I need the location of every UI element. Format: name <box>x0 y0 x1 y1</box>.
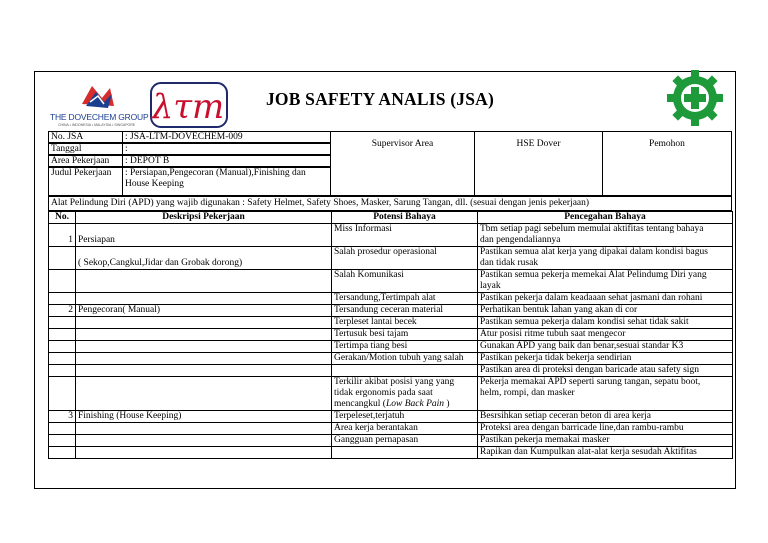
row-hazard <box>332 247 478 270</box>
cell-line: Terpleset lantai becek <box>334 317 417 327</box>
hazard-text: mencangkul ( <box>334 399 386 409</box>
cell-line <box>51 293 73 304</box>
cell-line: Pekerja memakai APD seperti sarung tangan, sepatu boot, <box>480 377 701 387</box>
cell-line <box>78 293 329 304</box>
row-prevention <box>478 317 733 329</box>
cell-line <box>51 258 73 269</box>
table-row <box>49 247 733 270</box>
hazard-italic-text: Low Back Pain <box>385 399 445 409</box>
cell-line: Atur posisi ritme tubuh saat mengecor <box>480 329 626 339</box>
cell-line <box>51 447 73 458</box>
cell-line: Pastikan area di proteksi dengan baricade atau safety sign <box>480 365 699 375</box>
cell-line: Gunakan APD yang baik dan benar,sesuai standar K3 <box>480 341 684 351</box>
cell-line: dan pengendaliannya <box>480 235 561 245</box>
ltm-logo <box>150 82 228 137</box>
cell-line: Besrsihkan setiap ceceran beton di area kerja <box>480 411 651 421</box>
row-description <box>76 247 332 270</box>
cell-line <box>78 317 329 328</box>
cell-line <box>78 399 329 410</box>
row-description <box>76 293 332 305</box>
table-row <box>49 293 733 305</box>
cell-line: Terpeleset,terjatuh <box>334 411 405 421</box>
cell-line <box>334 365 475 376</box>
cell-line <box>51 281 73 292</box>
cell-line: 3 <box>68 411 73 421</box>
jsa-table <box>48 211 733 459</box>
cell-line: Salah Komunikasi <box>334 270 404 280</box>
cell-line <box>78 447 329 458</box>
table-row <box>49 377 733 411</box>
cell-line: Proteksi area dengan barricade line,dan rambu-rambu <box>480 423 684 433</box>
cell-line: Rapikan dan Kumpulkan alat-alat kerja sesudah Aktifitas <box>480 447 697 457</box>
row-number <box>49 435 76 447</box>
row-description <box>76 447 332 459</box>
cell-line: Tertimpa tiang besi <box>334 341 408 351</box>
row-number <box>49 423 76 435</box>
row-number <box>49 329 76 341</box>
cell-line: Pastikan semua alat kerja yang dipakai dalam kondisi bagus <box>480 247 708 257</box>
cell-line: Area kerja berantakan <box>334 423 418 433</box>
ltm-logo-text: λτm <box>151 87 225 127</box>
cell-line <box>78 329 329 340</box>
row-hazard <box>332 341 478 353</box>
info-value-judul-line2: House Keeping <box>125 179 184 189</box>
cell-line <box>51 329 73 340</box>
info-value-judul <box>122 167 331 196</box>
cell-line <box>334 235 475 246</box>
table-row <box>49 341 733 353</box>
cell-line <box>51 423 73 434</box>
row-prevention <box>478 435 733 447</box>
row-hazard <box>332 329 478 341</box>
row-description <box>76 329 332 341</box>
header-no: No. <box>49 212 76 224</box>
cell-line: 1 <box>68 235 73 245</box>
cell-line <box>51 317 73 328</box>
cell-line <box>51 377 73 388</box>
row-prevention <box>478 411 733 423</box>
row-number <box>49 411 76 423</box>
table-row <box>49 353 733 365</box>
row-description <box>76 423 332 435</box>
table-header-row <box>49 212 733 224</box>
cell-line: layak <box>480 281 501 291</box>
row-hazard <box>332 435 478 447</box>
cell-line <box>51 353 73 364</box>
cell-line: Pastikan pekerja tidak bekerja sendirian <box>480 353 632 363</box>
row-number <box>49 247 76 270</box>
row-prevention <box>478 365 733 377</box>
cell-line: Persiapan <box>78 235 115 245</box>
cell-line: Pastikan semua pekerja memekai Alat Pelindumg Diri yang <box>480 270 707 280</box>
cell-line <box>334 399 475 410</box>
cell-line <box>51 365 73 376</box>
cell-line <box>51 247 73 258</box>
row-hazard <box>332 447 478 459</box>
table-row <box>49 447 733 459</box>
cell-line <box>78 365 329 376</box>
info-label-no-jsa: No. JSA <box>48 131 123 143</box>
row-prevention <box>478 377 733 411</box>
info-label-judul: Judul Pekerjaan <box>48 167 123 196</box>
dovechem-logo <box>50 82 150 132</box>
info-value-area: : DEPOT B <box>122 155 331 167</box>
row-description <box>76 224 332 247</box>
cell-line <box>334 447 475 458</box>
table-row <box>49 270 733 293</box>
header-potensi-bahaya: Potensi Bahaya <box>332 212 478 224</box>
row-prevention <box>478 341 733 353</box>
cell-line <box>51 399 73 410</box>
k3-safety-gear-icon <box>665 68 725 133</box>
row-prevention <box>478 293 733 305</box>
info-value-tanggal: : <box>122 143 331 155</box>
row-hazard <box>332 353 478 365</box>
row-number <box>49 305 76 317</box>
info-label-tanggal: Tanggal <box>48 143 123 155</box>
cell-line: Tbm setiap pagi sebelum memulai aktifitas tentang bahaya <box>480 224 704 234</box>
cell-line: Finishing (House Keeping) <box>78 411 182 421</box>
info-value-judul-line1: : Persiapan,Pengecoran (Manual),Finishing dan <box>125 168 306 178</box>
cell-line: Pastikan pekerja dalam keadaaan sehat jasmani dan rohani <box>480 293 703 303</box>
cell-line: Pastikan semua pekerja dalam kondisi sehat tidak sakit <box>480 317 689 327</box>
row-prevention <box>478 247 733 270</box>
header-pencegahan-bahaya: Pencegahan Bahaya <box>478 212 733 224</box>
row-number <box>49 317 76 329</box>
row-description <box>76 353 332 365</box>
row-number <box>49 447 76 459</box>
table-row <box>49 224 733 247</box>
cell-line <box>51 341 73 352</box>
row-hazard <box>332 423 478 435</box>
cell-line: Gerakan/Motion tubuh yang salah <box>334 353 464 363</box>
signature-supervisor-area: Supervisor Area <box>330 131 475 196</box>
table-row <box>49 329 733 341</box>
row-description <box>76 377 332 411</box>
signature-pemohon: Pemohon <box>602 131 732 196</box>
row-hazard <box>332 365 478 377</box>
cell-line: Gangguan pernapasan <box>334 435 419 445</box>
row-description <box>76 435 332 447</box>
info-label-area: Area Pekerjaan <box>48 155 123 167</box>
row-prevention <box>478 447 733 459</box>
document-title: JOB SAFETY ANALIS (JSA) <box>265 89 495 109</box>
row-number <box>49 293 76 305</box>
cell-line: Miss Informasi <box>334 224 392 234</box>
row-description <box>76 341 332 353</box>
cell-line <box>78 281 329 292</box>
cell-line <box>78 224 329 235</box>
cell-line <box>78 353 329 364</box>
cell-line <box>51 435 73 446</box>
cell-line: Tersandung ceceran material <box>334 305 444 315</box>
row-description <box>76 365 332 377</box>
row-description <box>76 411 332 423</box>
cell-line: ( Sekop,Cangkul,Jidar dan Grobak dorong) <box>78 258 243 268</box>
cell-line: dan tidak rusak <box>480 258 539 268</box>
cell-line: helm, rompi, dan masker <box>480 388 575 398</box>
cell-line: 2 <box>68 305 73 315</box>
table-row <box>49 365 733 377</box>
cell-line: Pastikan pekerja memakai masker <box>480 435 610 445</box>
row-prevention <box>478 270 733 293</box>
cell-line <box>334 258 475 269</box>
ltm-logo-icon <box>150 82 228 132</box>
cell-line <box>78 423 329 434</box>
cell-line: Perhatikan bentuk lahan yang akan di cor <box>480 305 638 315</box>
row-number <box>49 353 76 365</box>
cell-line: Tersandung,Tertimpah alat <box>334 293 436 303</box>
cell-line <box>51 224 73 235</box>
row-hazard <box>332 224 478 247</box>
row-prevention <box>478 423 733 435</box>
cell-line: Salah prosedur operasional <box>334 247 437 257</box>
cell-line <box>78 270 329 281</box>
cell-line: Tertusuk besi tajam <box>334 329 409 339</box>
row-number <box>49 341 76 353</box>
cell-line <box>480 399 730 410</box>
info-value-no-jsa: : JSA-LTM-DOVECHEM-009 <box>122 131 331 143</box>
cell-line: Pengecoran( Manual) <box>78 305 161 315</box>
cell-line <box>51 388 73 399</box>
row-number <box>49 377 76 411</box>
cell-line <box>78 388 329 399</box>
table-row <box>49 435 733 447</box>
row-prevention <box>478 224 733 247</box>
cell-line <box>78 435 329 446</box>
row-hazard <box>332 377 478 411</box>
signature-hse-dover: HSE Dover <box>474 131 603 196</box>
dovechem-name: THE DOVECHEM GROUP <box>50 112 149 122</box>
row-number <box>49 270 76 293</box>
row-hazard <box>332 411 478 423</box>
cell-line <box>78 341 329 352</box>
table-row <box>49 317 733 329</box>
row-hazard <box>332 293 478 305</box>
table-row <box>49 305 733 317</box>
row-hazard <box>332 317 478 329</box>
table-row <box>49 411 733 423</box>
cell-line <box>78 247 329 258</box>
row-hazard <box>332 270 478 293</box>
row-description <box>76 317 332 329</box>
row-hazard <box>332 305 478 317</box>
hazard-tail-text: ) <box>444 399 450 409</box>
apd-note: Alat Pelindung Diri (APD) yang wajib digunakan : Safety Helmet, Safety Shoes, Masker, Sarung Tangan, dll. (sesuai dengan jenis pekerjaan) <box>48 196 732 211</box>
cell-line <box>78 377 329 388</box>
row-number <box>49 365 76 377</box>
dovechem-bird-icon <box>78 82 118 112</box>
cell-line: Terkilir akibat posisi yang yang <box>334 377 455 387</box>
row-prevention <box>478 353 733 365</box>
row-prevention <box>478 329 733 341</box>
cell-line: tidak ergonomis pada saat <box>334 388 433 398</box>
row-prevention <box>478 305 733 317</box>
table-row <box>49 423 733 435</box>
cell-line <box>334 281 475 292</box>
dovechem-tagline: CHINA • INDONESIA • MALAYSIA • SINGAPORE <box>58 123 136 127</box>
row-description <box>76 305 332 317</box>
row-number <box>49 224 76 247</box>
row-description <box>76 270 332 293</box>
header-deskripsi: Deskripsi Pekerjaan <box>76 212 332 224</box>
cell-line <box>51 270 73 281</box>
